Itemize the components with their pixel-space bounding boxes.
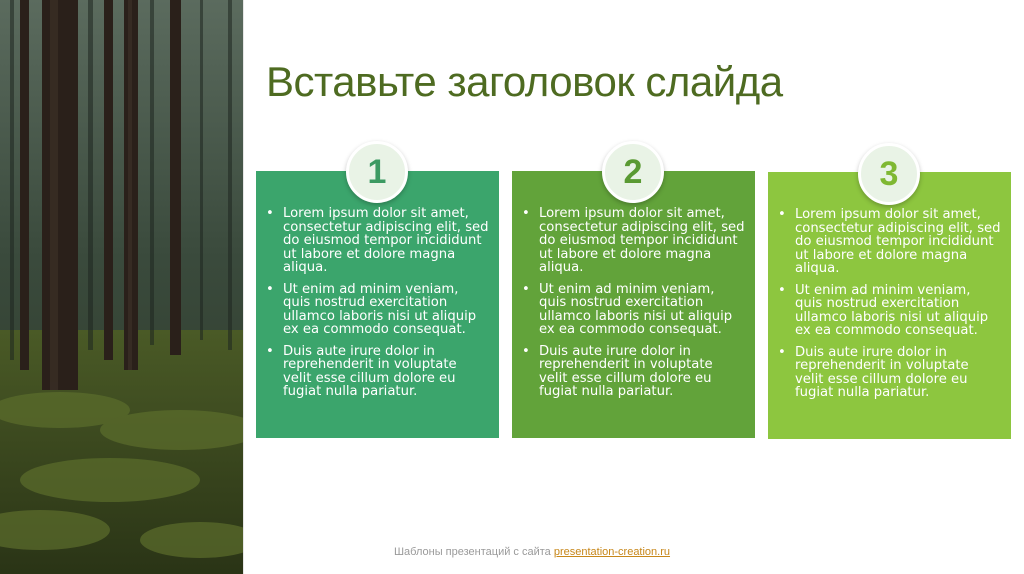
list-item <box>520 207 745 275</box>
list-item <box>520 345 745 399</box>
bullet-icon: • <box>266 206 274 221</box>
list-item <box>264 345 489 399</box>
list-item <box>264 207 489 275</box>
list-item <box>264 283 489 337</box>
bullet-text: Lorem ipsum dolor sit amet, consectetur adipiscing elit, sed do eiusmod tempor incididunt ut labore et dolore magna aliqua. <box>283 206 489 275</box>
step-number-badge-2: 2 <box>602 141 664 203</box>
footer-credit <box>0 546 1024 558</box>
bullet-text: Duis aute irure dolor in reprehenderit in voluptate velit esse cillum dolore eu fugiat nulla pariatur. <box>795 344 969 400</box>
bullet-icon: • <box>266 343 274 359</box>
bullet-text: Duis aute irure dolor in reprehenderit in voluptate velit esse cillum dolore eu fugiat nulla pariatur. <box>283 343 457 399</box>
bullet-icon: • <box>778 282 786 298</box>
bullet-text: Ut enim ad minim veniam, quis nostrud exercitation ullamco laboris nisi ut aliquip ex ea commodo consequat. <box>539 281 733 337</box>
bullet-icon: • <box>522 281 530 297</box>
list-item <box>776 346 1001 400</box>
bullet-text: Duis aute irure dolor in reprehenderit in voluptate velit esse cillum dolore eu fugiat nulla pariatur. <box>539 343 713 399</box>
bullet-icon: • <box>778 344 786 360</box>
bullet-text: Ut enim ad minim veniam, quis nostrud exercitation ullamco laboris nisi ut aliquip ex ea commodo consequat. <box>795 282 989 338</box>
forest-illustration <box>0 0 243 574</box>
bullet-icon: • <box>266 281 274 297</box>
card-bullet-list <box>776 208 1001 400</box>
list-item <box>776 208 1001 276</box>
forest-photo <box>0 0 243 574</box>
step-card-3 <box>768 172 1011 439</box>
step-card-2 <box>512 171 755 438</box>
step-number-badge-3: 3 <box>858 143 920 205</box>
bullet-icon: • <box>522 206 530 221</box>
step-card-1 <box>256 171 499 438</box>
card-bullet-list <box>264 207 489 399</box>
step-number-badge-1: 1 <box>346 141 408 203</box>
card-bullet-list <box>520 207 745 399</box>
bullet-text: Ut enim ad minim veniam, quis nostrud exercitation ullamco laboris nisi ut aliquip ex ea commodo consequat. <box>283 281 477 337</box>
photo-divider <box>243 0 244 574</box>
footer-text: Шаблоны презентаций с сайта <box>393 546 554 558</box>
slide-title[interactable]: Вставьте заголовок слайда <box>266 58 783 105</box>
bullet-icon: • <box>778 207 786 222</box>
list-item <box>776 284 1001 338</box>
bullet-text: Lorem ipsum dolor sit amet, consectetur adipiscing elit, sed do eiusmod tempor incididunt ut labore et dolore magna aliqua. <box>795 207 1001 276</box>
bullet-icon: • <box>522 343 530 359</box>
footer-link[interactable]: presentation-creation.ru <box>553 546 671 558</box>
list-item <box>520 283 745 337</box>
bullet-text: Lorem ipsum dolor sit amet, consectetur adipiscing elit, sed do eiusmod tempor incididunt ut labore et dolore magna aliqua. <box>539 206 745 275</box>
